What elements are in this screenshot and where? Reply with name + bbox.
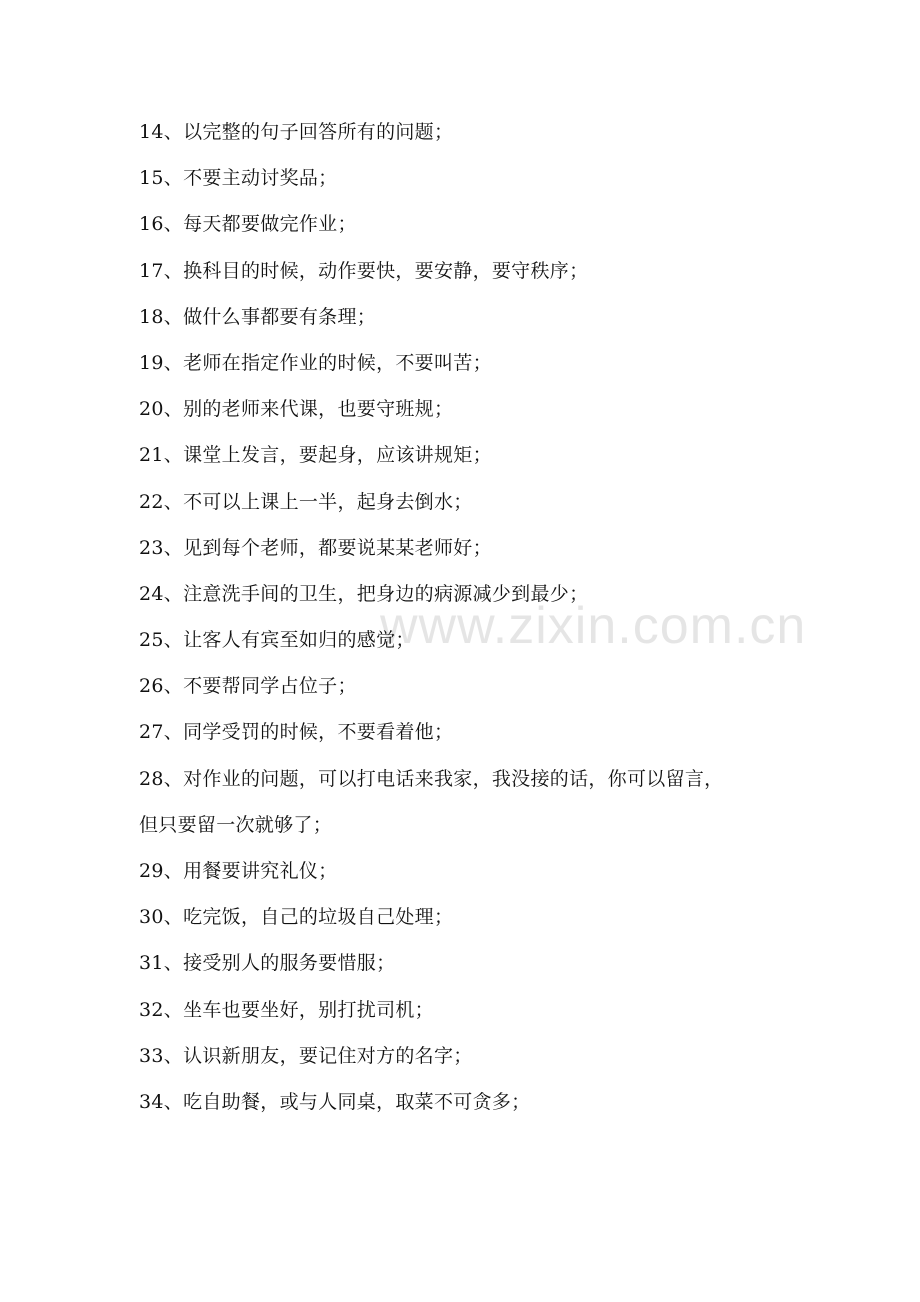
rule-line: 23、见到每个老师，都要说某某老师好；: [139, 536, 492, 559]
rule-line: 30、吃完饭，自己的垃圾自己处理；: [139, 906, 454, 929]
rule-line: 15、不要主动讨奖品；: [139, 167, 338, 190]
rule-line: 14、以完整的句子回答所有的问题；: [139, 121, 454, 143]
rule-line: 17、换科目的时候，动作要快，要安静，要守秩序；: [139, 259, 589, 282]
watermark-text: www.zixin.com.cn: [380, 597, 807, 655]
rule-line: 32、坐车也要坐好，别打扰司机；: [139, 998, 434, 1021]
rule-line: 16、每天都要做完作业；: [139, 213, 357, 236]
rule-line: 但只要留一次就够了；: [139, 813, 333, 836]
rule-line: 24、注意洗手间的卫生，把身边的病源减少到最少；: [139, 582, 589, 605]
rule-line: 27、同学受罚的时候，不要看着他；: [139, 721, 454, 744]
rule-line: 20、别的老师来代课，也要守班规；: [139, 398, 454, 421]
rules-list: [139, 120, 799, 1136]
rule-line: 33、认识新朋友，要记住对方的名字；: [139, 1044, 473, 1067]
rule-line: 31、接受别人的服务要惜服；: [139, 952, 396, 975]
rule-line: 26、不要帮同学占位子；: [139, 675, 357, 698]
rule-line: 28、对作业的问题，可以打电话来我家，我没接的话，你可以留言，: [139, 767, 724, 790]
rule-line: 25、让客人有宾至如归的感觉；: [139, 629, 415, 652]
rule-line: 21、课堂上发言，要起身，应该讲规矩；: [139, 444, 492, 467]
rule-line: 34、吃自助餐，或与人同桌，取菜不可贪多；: [139, 1090, 531, 1113]
rule-line: 29、用餐要讲究礼仪；: [139, 860, 338, 882]
rule-line: 22、不可以上课上一半，起身去倒水；: [139, 490, 473, 513]
rule-line: 19、老师在指定作业的时候，不要叫苦；: [139, 351, 492, 374]
rule-line: 18、做什么事都要有条理；: [139, 305, 377, 328]
